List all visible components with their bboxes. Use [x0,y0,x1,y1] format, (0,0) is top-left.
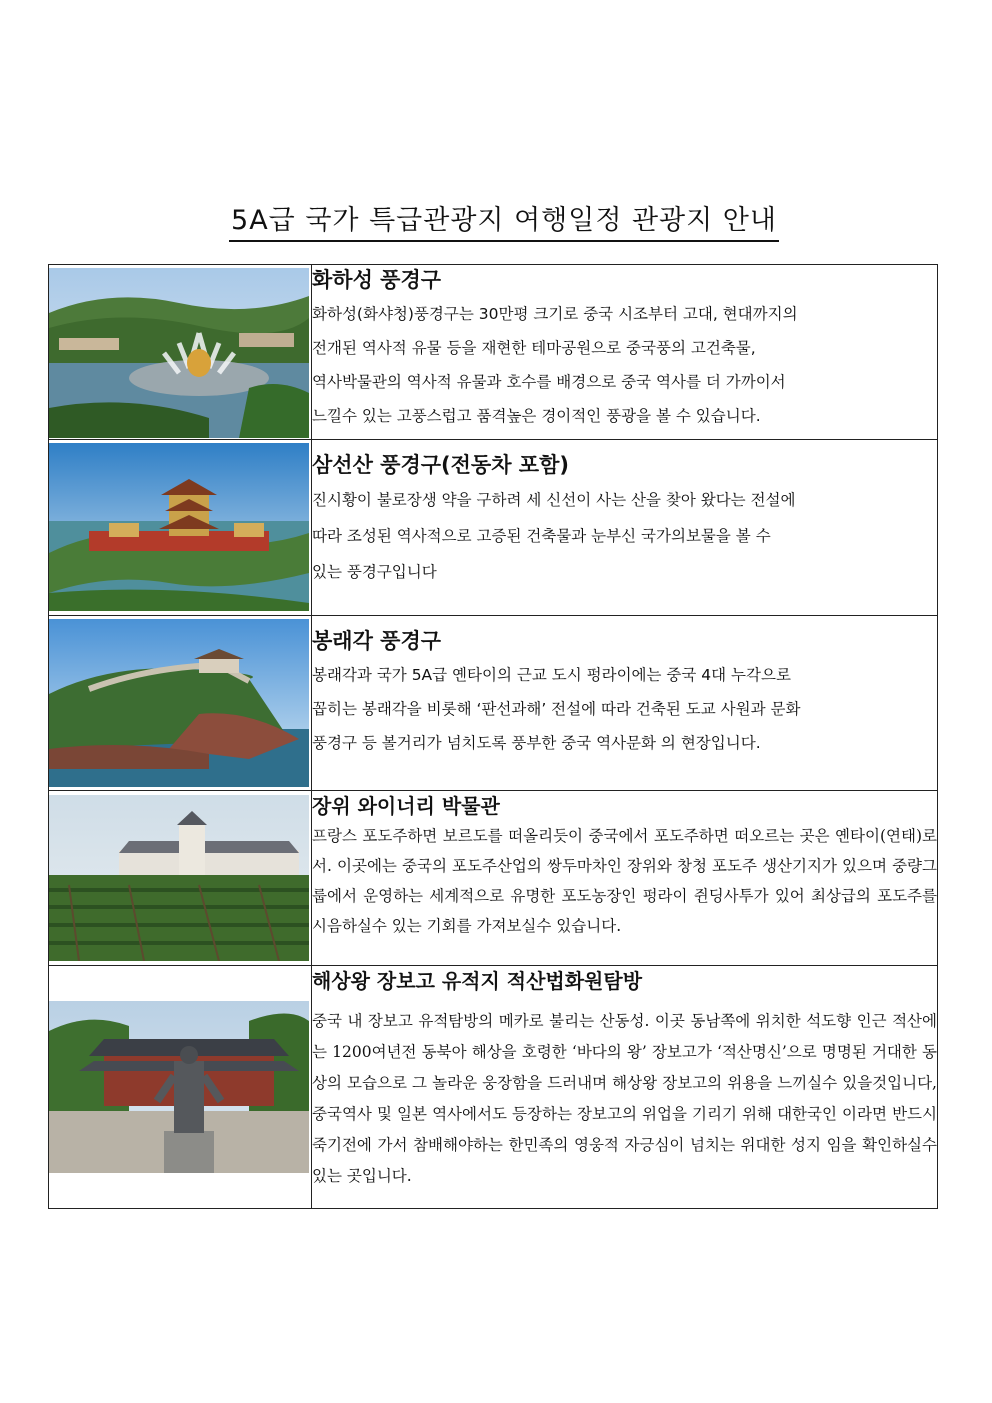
photo-cell [49,966,312,1209]
description-cell [312,265,938,440]
table-row [49,265,938,440]
table-row [49,791,938,966]
attraction-description [312,658,937,760]
huaxiacheng-photo [49,268,309,438]
description-line: 풍경구 등 볼거리가 넘치도록 풍부한 중국 역사문화 의 현장입니다. [312,734,761,752]
page-title-text: 5A급 국가 특급관광지 여행일정 관광지 안내 [229,198,779,242]
description-line: 따라 조성된 역사적으로 고증된 건축물과 눈부신 국가의보물을 볼 수 [312,527,771,545]
attraction-description: 프랑스 포도주하면 보르도를 떠올리듯이 중국에서 포도주하면 떠오르는 곳은 옌타이(연태)로서. 이곳에는 중국의 포도주산업의 쌍두마차인 장위와 창청 포도주 생산기지가 있으며 중량그룹에서 운영하는 세계적으로 유명한 포도농장인 펑라이 쥔딩사투가 있어 최상급의 포도주를 시음하실수 있는 기회를 가져보실수 있습니다. [312,827,937,935]
attraction-name: 해상왕 장보고 유적지 적산법화원탐방 [312,969,643,993]
attraction-description [312,482,937,590]
description-cell [312,791,938,966]
description-cell [312,966,938,1209]
description-line: 봉래각과 국가 5A급 옌타이의 근교 도시 펑라이에는 중국 4대 누각으로 [312,666,791,684]
attraction-name: 삼선산 풍경구(전동차 포함) [312,453,569,477]
penglai-pavilion-photo [49,619,309,787]
page-title [0,198,992,242]
description-line: 있는 풍경구입니다 [312,563,437,581]
description-cell [312,616,938,791]
attraction-name: 장위 와이너리 박물관 [312,794,500,818]
photo-cell [49,440,312,616]
attraction-description [312,297,937,433]
description-line: 전개된 역사적 유물 등을 재현한 테마공원으로 중국풍의 고건축물, [312,339,756,357]
table-row [49,440,938,616]
attraction-name: 화하성 풍경구 [312,268,442,292]
photo-cell [49,265,312,440]
attraction-table [48,264,938,1209]
table-row [49,616,938,791]
photo-cell [49,616,312,791]
description-line: 꼽히는 봉래각을 비롯해 ‘판선과해’ 전설에 따라 건축된 도교 사원과 문화 [312,700,801,718]
jang-bogo-statue-photo [49,1001,309,1173]
attraction-name: 봉래각 풍경구 [312,629,442,653]
photo-cell [49,791,312,966]
sanxianshan-photo [49,443,309,611]
table-row [49,966,938,1209]
attraction-description: 중국 내 장보고 유적탐방의 메카로 불리는 산동성. 이곳 동남쪽에 위치한 석도향 인근 적산에는 1200여년전 동북아 해상을 호령한 ‘바다의 왕’ 장보고가 ‘적산명신’으로 명명된 거대한 동상의 모습으로 그 놀라운 웅장함을 드러내며 해상왕 장보고의 위용을 느끼실수 있을것입니다, 중국역사 및 일본 역사에서도 등장하는 장보고의 위업을 기리기 위해 대한국인 이라면 반드시 죽기전에 가서 참배해야하는 한민족의 영웅적 자긍심이 넘치는 위대한 성지 임을 확인하실수 있는 곳입니다. [312,1012,937,1185]
description-line: 화하성(화샤청)풍경구는 30만평 크기로 중국 시조부터 고대, 현대까지의 [312,305,798,323]
description-line: 느낄수 있는 고풍스럽고 품격높은 경이적인 풍광을 볼 수 있습니다. [312,407,761,425]
changyu-winery-photo [49,795,309,961]
description-line: 역사박물관의 역사적 유물과 호수를 배경으로 중국 역사를 더 가까이서 [312,373,786,391]
description-cell [312,440,938,616]
description-line: 진시황이 불로장생 약을 구하려 세 신선이 사는 산을 찾아 왔다는 전설에 [312,491,796,509]
